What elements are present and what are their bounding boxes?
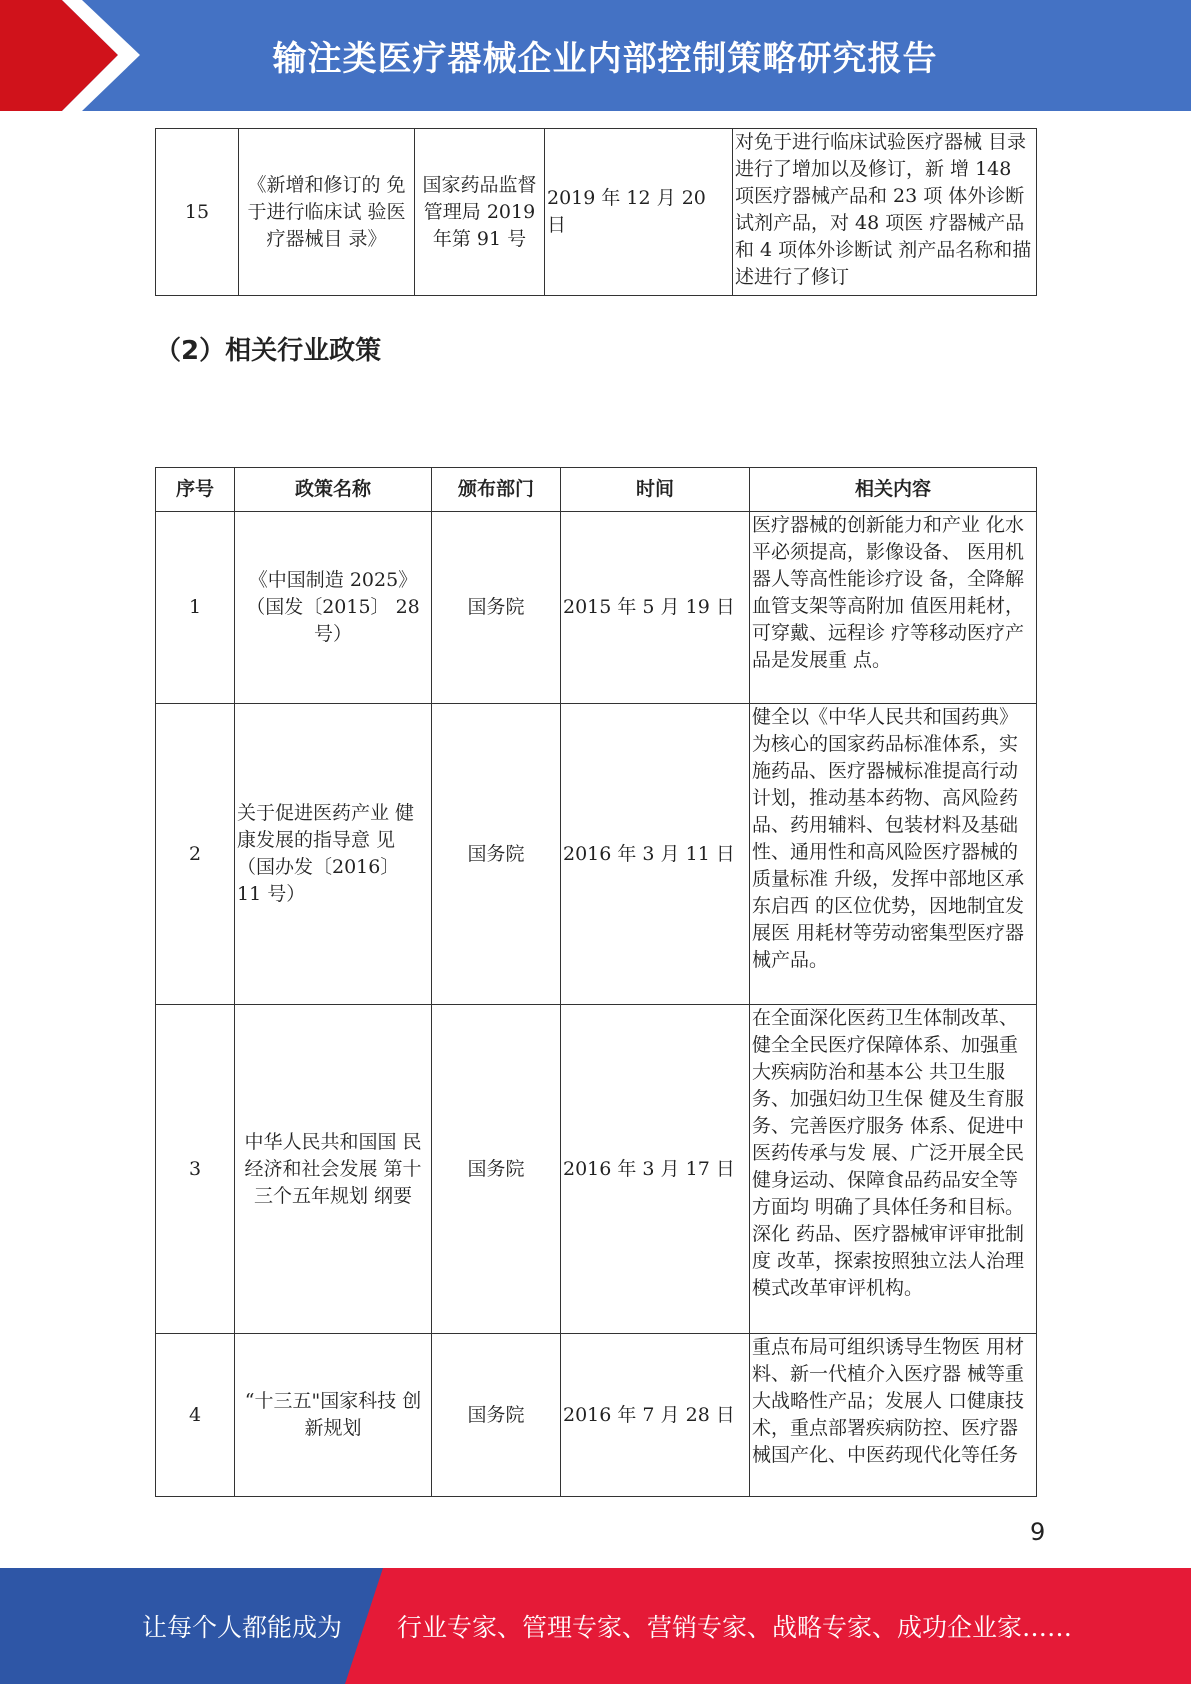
policy-content: 医疗器械的创新能力和产业 化水平必须提高，影像设备、 医用机器人等高性能诊疗设 备，全降解血管支架等高附加 值医用耗材，可穿戴、远程诊 疗等移动医疗产品是发展重 点。	[750, 512, 1037, 704]
column-header-department: 颁布部门	[432, 468, 561, 512]
column-header-content: 相关内容	[750, 468, 1037, 512]
page-footer	[0, 1568, 1191, 1684]
footer-slogan-right: 行业专家、管理专家、营销专家、战略专家、成功企业家……	[397, 1613, 1073, 1642]
policy-name: 关于促进医药产业 健康发展的指导意 见（国办发〔2016〕 11 号）	[235, 704, 432, 1005]
policy-content: 健全以《中华人民共和国药典》为核心的国家药品标准体系，实施药品、医疗器械标准提高行动计划，推动基本药物、高风险药品、药用辅料、包装材料及基础性、通用性和高风险医疗器械的质量标准 升级，发挥中部地区承东启西 的区位优势，因地制宜发展医 用耗材等劳动密集型医疗器 械产品。	[750, 704, 1037, 1005]
policy-name: “十三五"国家科技 创新规划	[235, 1334, 432, 1497]
table-row	[156, 512, 1037, 704]
row-index: 4	[156, 1334, 235, 1497]
row-index: 3	[156, 1005, 235, 1334]
policy-name: 中华人民共和国国 民经济和社会发展 第十三个五年规划 纲要	[235, 1005, 432, 1334]
footer-slogan-left: 让每个人都能成为	[142, 1613, 343, 1642]
page-number: 9	[1030, 1518, 1046, 1546]
policy-name: 《中国制造 2025》（国发〔2015〕 28 号）	[235, 512, 432, 704]
table-row	[156, 704, 1037, 1005]
policy-date: 2015 年 5 月 19 日	[561, 512, 750, 704]
policy-table	[155, 467, 1037, 1497]
column-header-date: 时间	[561, 468, 750, 512]
table-row	[156, 1005, 1037, 1334]
policy-date: 2016 年 3 月 11 日	[561, 704, 750, 1005]
policy-date: 2016 年 3 月 17 日	[561, 1005, 750, 1334]
policy-content: 重点布局可组织诱导生物医 用材料、新一代植介入医疗器 械等重大战略性产品；发展人 口健康技术，重点部署疾病防控、医疗器械国产化、中医药现代化等任务	[750, 1334, 1037, 1497]
policy-content: 对免于进行临床试验医疗器械 目录进行了增加以及修订，新 增 148 项医疗器械产品和 23 项 体外诊断试剂产品，对 48 项医 疗器械产品和 4 项体外诊断试 剂产品名称和描述进行了修订	[733, 129, 1037, 296]
top-policy-table	[155, 128, 1037, 296]
table-header-row	[156, 468, 1037, 512]
policy-name: 《新增和修订的 免于进行临床试 验医疗器械目 录》	[239, 129, 415, 296]
report-title: 输注类医疗器械企业内部控制策略研究报告	[272, 39, 938, 79]
row-index: 2	[156, 704, 235, 1005]
table-row	[156, 1334, 1037, 1497]
policy-department: 国务院	[432, 1005, 561, 1334]
table-row	[156, 129, 1037, 296]
policy-date: 2016 年 7 月 28 日	[561, 1334, 750, 1497]
policy-content: 在全面深化医药卫生体制改革、健全全民医疗保障体系、加强重大疾病防治和基本公 共卫生服务、加强妇幼卫生保 健及生育服务、完善医疗服务 体系、促进中医药传承与发 展、广泛开展全民健身运动、保障食品药品安全等方面均 明确了具体任务和目标。深化 药品、医疗器械审评审批制度 改革，探索按照独立法人治理 模式改革审评机构。	[750, 1005, 1037, 1334]
column-header-index: 序号	[156, 468, 235, 512]
section-heading: （2）相关行业政策	[155, 336, 382, 366]
policy-date: 2019 年 12 月 20 日	[545, 129, 733, 296]
policy-department: 国务院	[432, 512, 561, 704]
header-arrow-decoration	[0, 0, 150, 111]
row-index: 15	[156, 129, 239, 296]
column-header-name: 政策名称	[235, 468, 432, 512]
policy-department: 国务院	[432, 704, 561, 1005]
page-header	[0, 0, 1191, 111]
policy-department: 国务院	[432, 1334, 561, 1497]
row-index: 1	[156, 512, 235, 704]
policy-department: 国家药品监督管理局 2019 年第 91 号	[415, 129, 545, 296]
